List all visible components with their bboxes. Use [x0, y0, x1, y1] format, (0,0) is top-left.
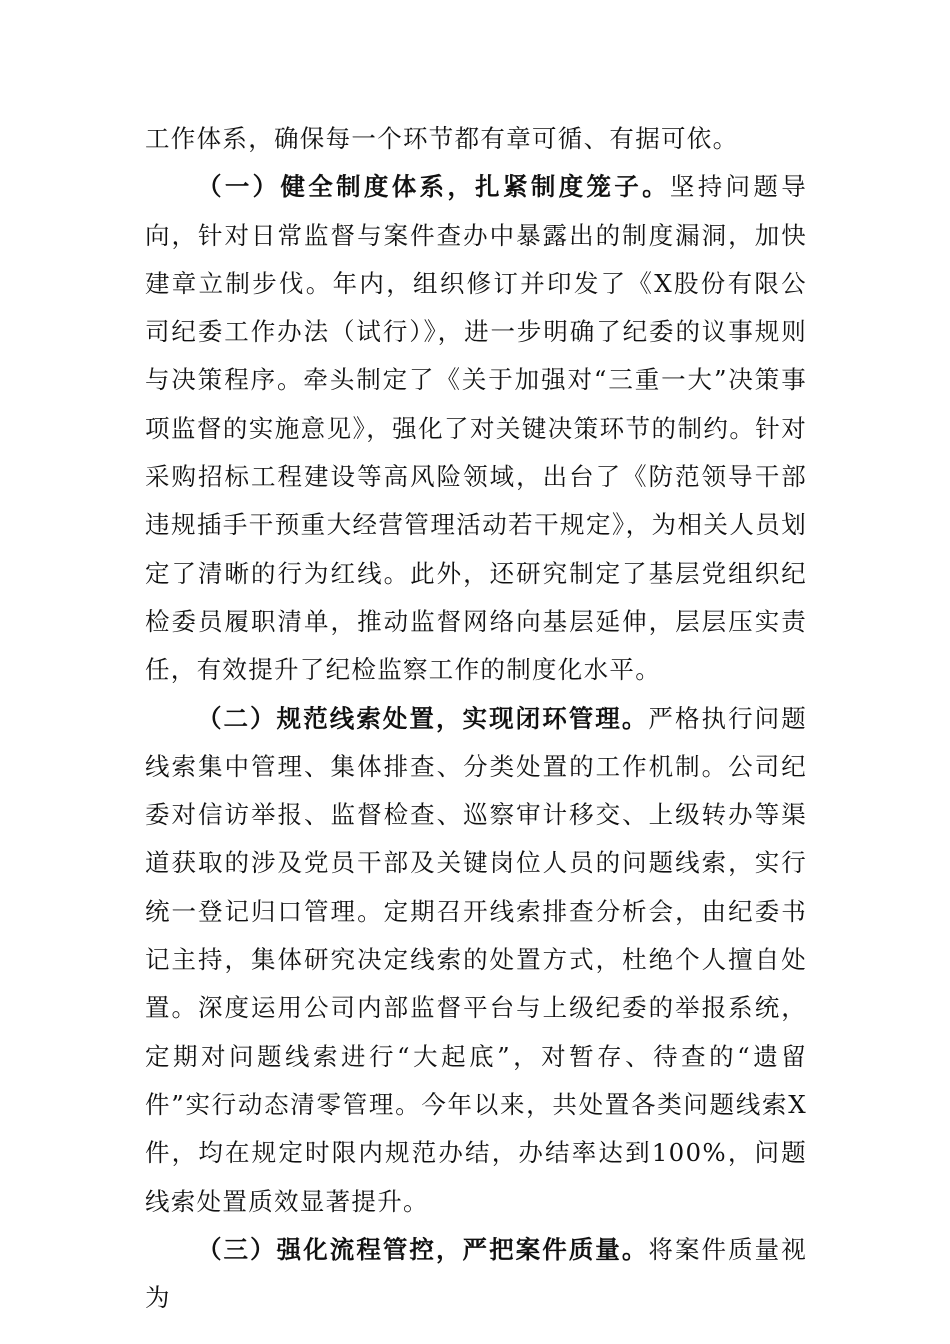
document-body [145, 115, 807, 1322]
paragraph-text: 严格执行问题线索集中管理、集体排查、分类处置的工作机制。公司纪委对信访举报、监督检查、巡察审计移交、上级转办等渠道获取的涉及党员干部及关键岗位人员的问题线索，实行统一登记归口管理。定期召开线索排查分析会，由纪委书记主持，集体研究决定线索的处置方式，杜绝个人擅自处置。深度运用公司内部监督平台与上级纪委的举报系统，定期对问题线索进行“大起底”，对暂存、待查的“遗留件”实行动态清零管理。今年以来，共处置各类问题线索X件，均在规定时限内规范办结，办结率达到100%，问题线索处置质效显著提升。 [145, 703, 807, 1216]
paragraph-section-1 [145, 163, 807, 694]
paragraph-section-3 [145, 1226, 807, 1323]
paragraph-text: 将案件质量视为 [145, 1234, 807, 1313]
section-heading-3: （三）强化流程管控，严把案件质量。 [197, 1234, 649, 1264]
paragraph-continuation [145, 115, 807, 163]
section-heading-2: （二）规范线索处置，实现闭环管理。 [197, 703, 649, 733]
paragraph-section-2 [145, 695, 807, 1226]
section-heading-1: （一）健全制度体系，扎紧制度笼子。 [197, 172, 670, 202]
paragraph-text: 坚持问题导向，针对日常监督与案件查办中暴露出的制度漏洞，加快建章立制步伐。年内，组织修订并印发了《X股份有限公司纪委工作办法（试行）》，进一步明确了纪委的议事规则与决策程序。牵头制定了《关于加强对“三重一大”决策事项监督的实施意见》，强化了对关键决策环节的制约。针对采购招标工程建设等高风险领域，出台了《防范领导干部违规插手干预重大经营管理活动若干规定》，为相关人员划定了清晰的行为红线。此外，还研究制定了基层党组织纪检委员履职清单，推动监督网络向基层延伸，层层压实责任，有效提升了纪检监察工作的制度化水平。 [145, 172, 807, 685]
paragraph-text: 工作体系，确保每一个环节都有章可循、有据可依。 [145, 124, 739, 153]
